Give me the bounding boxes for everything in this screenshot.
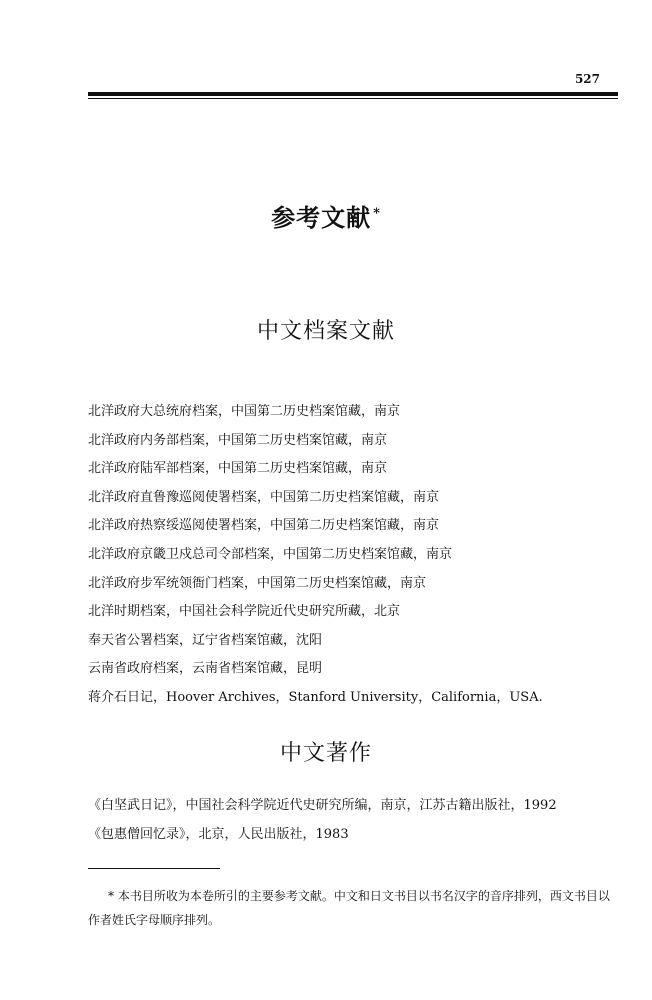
list-item: 《包惠僧回忆录》，北京，人民出版社，1983 [88, 826, 349, 842]
section-heading-archives: 中文档案文献 [256, 319, 395, 344]
list-item: 北洋政府步军统领衙门档案，中国第二历史档案馆藏，南京 [88, 575, 427, 591]
section-heading-works: 中文著作 [279, 741, 372, 766]
title-footnote-mark: * [373, 206, 381, 221]
list-item: 《白坚武日记》，中国社会科学院近代史研究所编，南京，江苏古籍出版社，1992 [88, 798, 557, 813]
list-item: 北洋政府热察绥巡阅使署档案，中国第二历史档案馆藏，南京 [88, 518, 440, 534]
page-number: 527 [574, 72, 600, 86]
list-item: 云南省政府档案，云南省档案馆藏，昆明 [88, 661, 323, 677]
list-item: 北洋时期档案，中国社会科学院近代史研究所藏，北京 [88, 604, 401, 620]
list-item: 奉天省公署档案，辽宁省档案馆藏，沈阳 [88, 632, 323, 648]
footnote-mark: * [108, 889, 114, 903]
header-rule-thin [88, 98, 618, 99]
page-title [0, 198, 652, 233]
list-item: 北洋政府京畿卫戍总司令部档案，中国第二历史档案馆藏，南京 [88, 546, 453, 562]
footnote-rule [88, 868, 220, 869]
archives-list [88, 398, 628, 713]
list-item: 北洋政府大总统府档案，中国第二历史档案馆藏，南京 [88, 404, 401, 419]
header-rule-thick [88, 92, 618, 96]
list-item: 北洋政府直鲁豫巡阅使署档案，中国第二历史档案馆藏，南京 [88, 489, 440, 505]
list-item: 北洋政府内务部档案，中国第二历史档案馆藏，南京 [88, 432, 388, 448]
page-title-text: 参考文献 [271, 203, 372, 232]
list-item: 北洋政府陆军部档案，中国第二历史档案馆藏，南京 [88, 461, 388, 477]
footnote-text: 本书目所收为本卷所引的主要参考文献。中文和日文书目以书名汉字的音序排列，西文书目以作者姓氏字母顺序排列。 [88, 889, 610, 927]
footnote [88, 884, 618, 932]
works-list [88, 792, 628, 849]
list-item: 蒋介石日记，Hoover Archives，Stanford University，California，USA. [88, 689, 543, 705]
